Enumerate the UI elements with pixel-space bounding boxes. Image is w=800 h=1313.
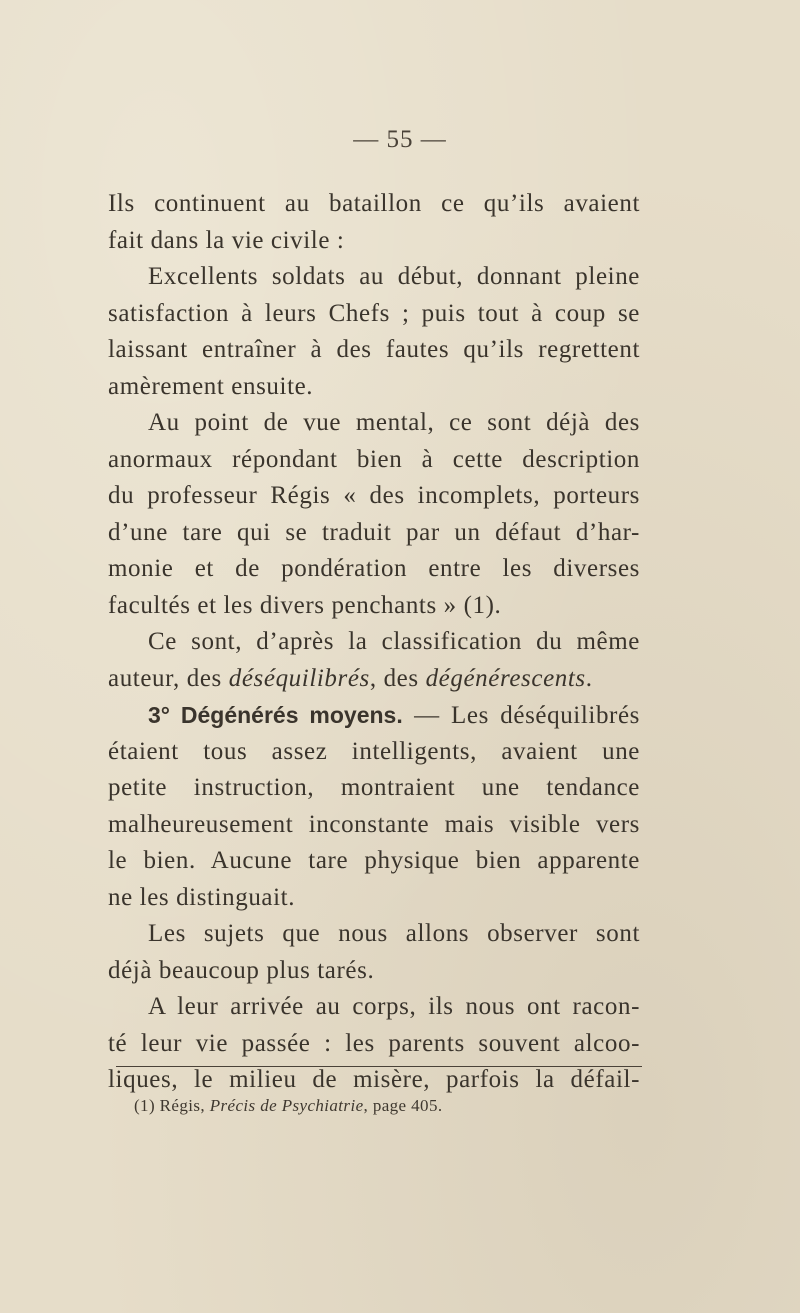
footnote-divider xyxy=(116,1066,642,1067)
text-line: anormaux répondant bien à cette description xyxy=(108,445,640,473)
text-line: petite instruction, montraient une tendance xyxy=(108,774,640,801)
text-line xyxy=(108,661,640,698)
text-line: Ils continuent au bataillon ce qu’ils avaient xyxy=(108,190,640,217)
text-line: malheureusement inconstante mais visible vers xyxy=(108,810,640,838)
footnote-author: Régis, xyxy=(155,1096,210,1115)
text-line: d’une tare qui se traduit par un défaut d’har- xyxy=(108,518,640,546)
text-line: du professeur Régis « des incomplets, porteurs xyxy=(108,482,640,509)
text-line: facultés et les divers penchants » (1). xyxy=(108,591,502,619)
text-line: fait dans la vie civile : xyxy=(108,226,345,254)
footnote-page: , page 405. xyxy=(363,1096,443,1115)
text-line: A leur arrivée au corps, ils nous ont racon- xyxy=(148,993,640,1020)
text-line: Ce sont, d’après la classification du même xyxy=(148,628,640,655)
italic-term-degenerescents: dégénérescents xyxy=(425,664,586,692)
text-line: déjà beaucoup plus tarés. xyxy=(108,956,375,984)
text-line: Les sujets que nous allons observer sont xyxy=(148,920,640,947)
section-heading-line xyxy=(108,697,640,734)
text-line: satisfaction à leurs Chefs ; puis tout à coup se xyxy=(108,299,640,327)
text-line: amèrement ensuite. xyxy=(108,372,314,400)
text-line: ne les distinguait. xyxy=(108,883,296,911)
text-segment: auteur, des xyxy=(108,664,229,692)
body-text xyxy=(108,186,640,1099)
text-line: té leur vie passée : les parents souvent alcoo- xyxy=(108,1029,640,1057)
footnote-title: Précis de Psychiatrie xyxy=(209,1096,364,1115)
section-heading: 3° Dégénérés moyens. xyxy=(148,702,403,728)
footnote-marker: (1) xyxy=(134,1096,156,1115)
text-line: étaient tous assez intelligents, avaient une xyxy=(108,737,640,765)
text-line: le bien. Aucune tare physique bien apparente xyxy=(108,847,640,874)
footnote xyxy=(134,1096,443,1116)
text-segment: . xyxy=(585,664,593,692)
text-line: Au point de vue mental, ce sont déjà des xyxy=(148,409,640,436)
text-line: laissant entraîner à des fautes qu’ils regrettent xyxy=(108,336,640,363)
text-line: Excellents soldats au début, donnant pleine xyxy=(148,263,640,290)
text-segment: , des xyxy=(369,664,426,692)
page-number: — 55 — xyxy=(353,126,447,153)
text-line: monie et de pondération entre les diverses xyxy=(108,555,640,582)
text-line: liques, le milieu de misère, parfois la défail- xyxy=(108,1066,640,1093)
text-segment: — Les déséquilibrés xyxy=(402,702,640,729)
italic-term-desequilibres: déséquilibrés xyxy=(228,664,370,692)
